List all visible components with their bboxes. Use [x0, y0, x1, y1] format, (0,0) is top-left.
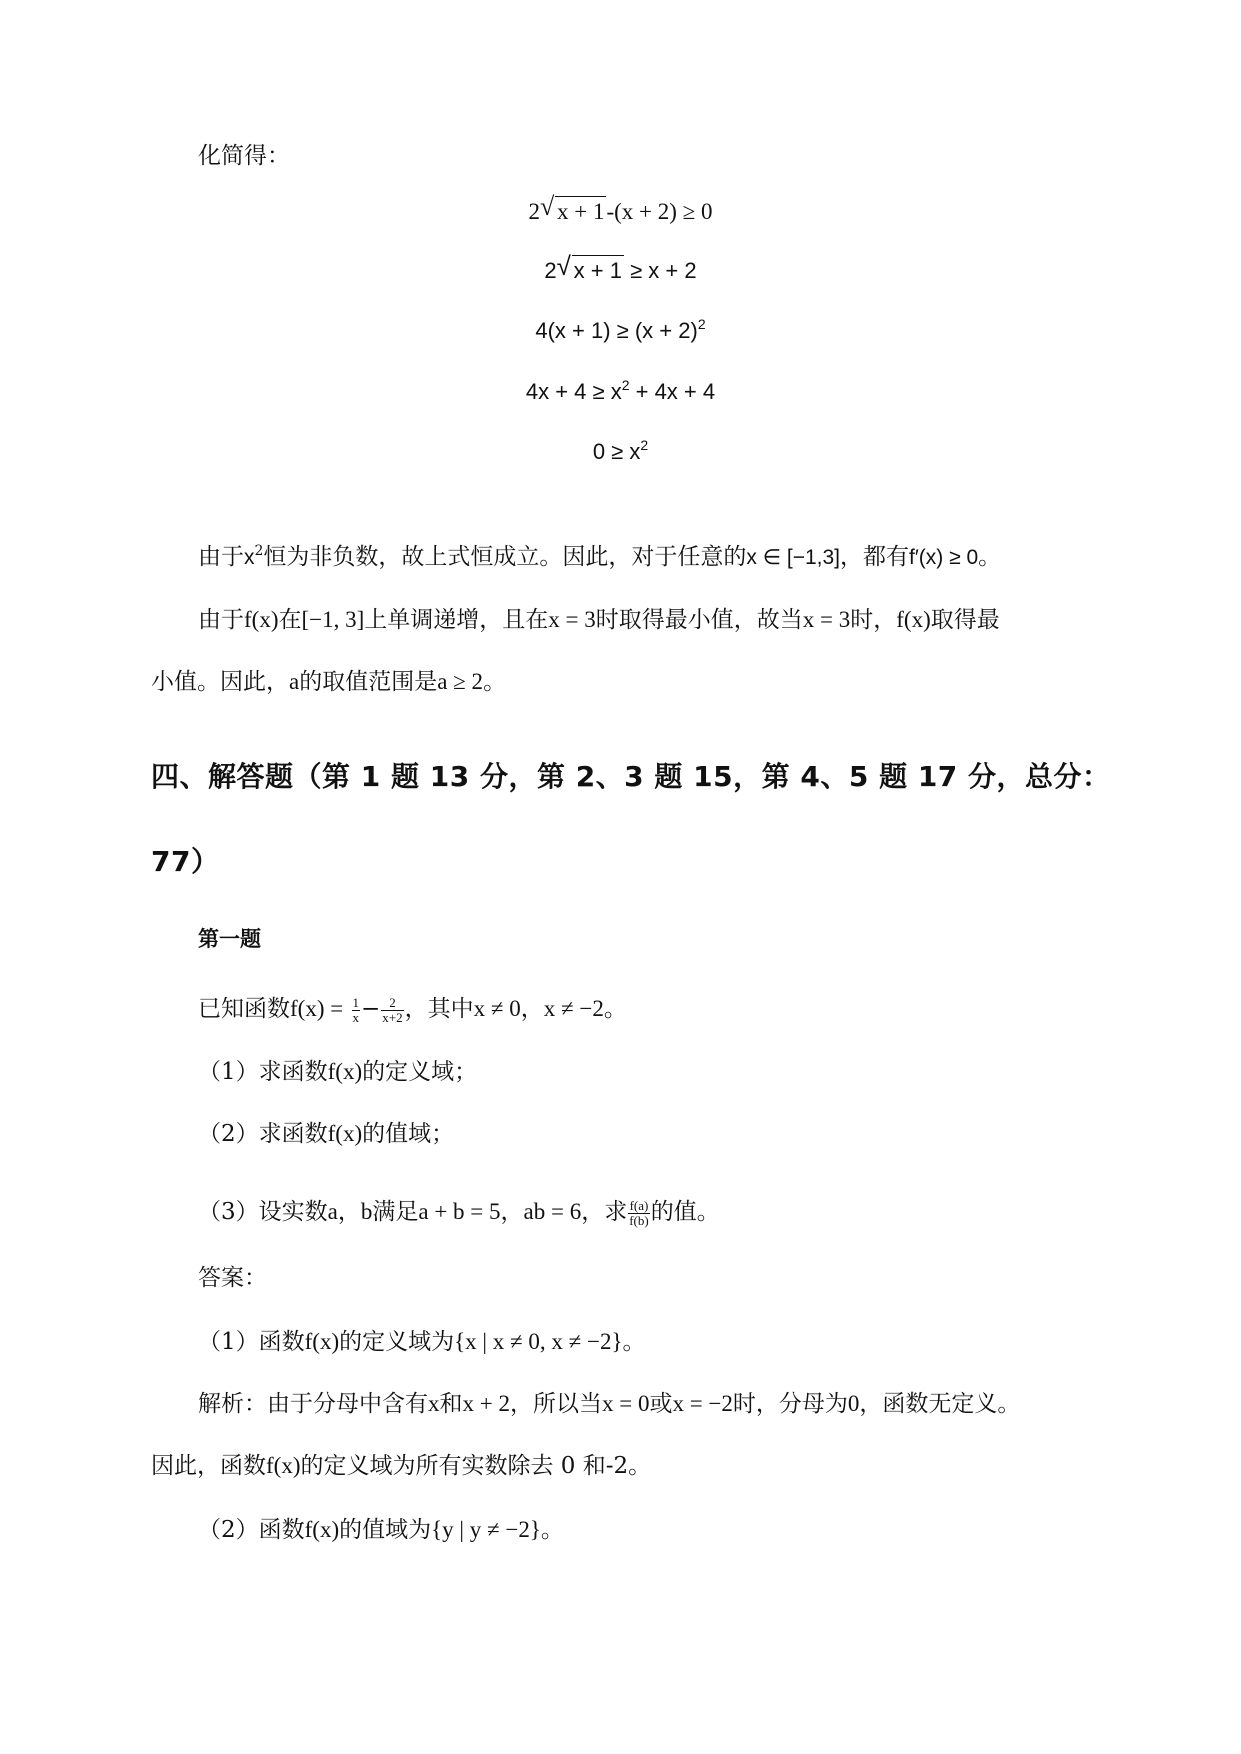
exp1-var-x: x: [428, 1391, 440, 1416]
answer-2: [198, 1515, 564, 1545]
eq1-coef: 2: [528, 199, 540, 224]
p3-text-1: 小值。因此，: [151, 669, 289, 695]
p2-cond-2: x = 3: [802, 607, 851, 632]
exp1-x-plus-2: x + 2: [462, 1391, 510, 1416]
q1-stem-text-2: ，其中: [404, 996, 474, 1022]
q1-sub-1: [198, 1057, 477, 1087]
eq3-exponent: 2: [697, 316, 706, 332]
p1-text-1: 由于: [198, 544, 244, 570]
eq4-text-a: 4x + 4 ≥ x: [525, 379, 622, 404]
q1-stem-cond-1: x ≠ 0: [473, 996, 521, 1021]
q1-sub-2: [198, 1119, 454, 1149]
exp2-text-2: 的定义域为所有实数除去 0 和-2。: [300, 1453, 652, 1479]
p2-text-2: 在: [278, 607, 302, 633]
q1-sub-3: [198, 1197, 720, 1228]
sqrt-sign-1: √ x + 1: [540, 196, 606, 227]
frac1-denominator: x: [352, 1009, 360, 1025]
q1-s1-text-2: 的定义域；: [362, 1059, 478, 1085]
q1-stem-minus: −: [361, 996, 381, 1022]
p1-exponent: 2: [254, 543, 264, 559]
p1-text-2: 恒为非负数，故上式恒成立。因此，对于任意的: [263, 544, 747, 570]
q1-stem-fx: f(x) =: [290, 996, 344, 1021]
q1-stem-text-1: 已知函数: [198, 996, 290, 1022]
q1-stem-sep: ，: [520, 996, 544, 1022]
eq5-text: 0 ≥ x: [592, 439, 641, 464]
paragraph-3: [151, 667, 506, 697]
p3-text-2: 的取值范围是: [299, 669, 438, 695]
eq4-text-b: + 4x + 4: [629, 379, 716, 404]
exp1-text-1: 解析：由于分母中含有: [198, 1391, 428, 1417]
frac2-denominator: x+2: [382, 1009, 403, 1025]
q1-s3-text-4: 的值。: [650, 1199, 720, 1225]
p3-range: a ≥ 2: [437, 669, 484, 694]
equation-4: [0, 377, 1241, 407]
exp1-cond-2: x = −2: [672, 1391, 733, 1416]
explanation-2: [151, 1451, 651, 1481]
q1-s3-cond-2: ab = 6: [523, 1199, 582, 1224]
p2-fx: f(x): [244, 607, 279, 632]
a2-text-3: 。: [540, 1517, 564, 1543]
q1-stem-text-3: 。: [603, 996, 627, 1022]
p1-condition: x ∈ [−1,3]: [746, 546, 841, 569]
a2-text-2: 的值域为: [339, 1517, 432, 1543]
intro-text: 化简得：: [198, 143, 290, 169]
a1-text-1: （1）函数: [198, 1329, 305, 1355]
q1-s3-sep-2: ，: [500, 1199, 524, 1225]
q1-s1-fx: f(x): [327, 1059, 363, 1084]
q1-stem-cond-2: x ≠ −2: [543, 996, 604, 1021]
section-heading-cont: 77）: [151, 845, 220, 878]
exp1-text-5: 时，分母为: [732, 1391, 848, 1417]
frac3-denominator: f(b): [629, 1212, 649, 1228]
a2-range-set: {y | y ≠ −2}: [431, 1517, 541, 1542]
q1-s3-cond-1: a + b = 5: [418, 1199, 501, 1224]
exp1-text-4: 或: [649, 1391, 673, 1417]
p3-text-3: 。: [483, 669, 507, 695]
q1-s1-text-1: （1）求函数: [198, 1059, 328, 1085]
p1-text-3: ，都有: [840, 544, 910, 570]
p3-var-a: a: [289, 669, 300, 694]
question-1-title: 第一题: [198, 927, 261, 951]
equation-3: [0, 316, 1241, 346]
eq4-exponent: 2: [621, 377, 630, 393]
exp1-text-6: ，函数无定义。: [859, 1391, 1021, 1417]
p2-text-4: 时取得最小值，故当: [595, 607, 803, 633]
q1-stem: [198, 994, 627, 1025]
frac1-numerator: 1: [352, 994, 360, 1010]
exp1-text-3: ，所以当: [509, 1391, 602, 1417]
q1-s3-sep: ，: [337, 1199, 361, 1225]
a1-fx: f(x): [304, 1329, 340, 1354]
q1-s2-fx: f(x): [327, 1121, 363, 1146]
p2-interval: [−1, 3]: [301, 607, 365, 632]
p2-fx-2: f(x): [896, 607, 931, 632]
exp1-cond-1: x = 0: [601, 1391, 650, 1416]
p1-text-4: 。: [978, 544, 1002, 570]
fraction-2-over-x-plus-2: [381, 996, 403, 1025]
fraction-1-over-x: [352, 996, 361, 1025]
p2-text-5: 时，: [850, 607, 897, 633]
q1-s3-text-3: ，求: [581, 1199, 628, 1225]
answer-1: [198, 1327, 646, 1357]
eq5-exponent: 2: [640, 437, 649, 453]
exp1-zero: 0: [847, 1391, 860, 1416]
q1-s2-text-2: 的值域；: [362, 1121, 455, 1147]
explanation-1: [198, 1389, 1020, 1419]
exp1-text-2: 和: [439, 1391, 463, 1417]
exp2-text-1: 因此，函数: [151, 1453, 266, 1479]
answer-label: 答案：: [198, 1265, 267, 1291]
equation-5: [0, 437, 1241, 467]
paragraph-1: [198, 542, 1001, 573]
sqrt-sign-2: √ x + 1: [557, 255, 624, 286]
p2-text-3: 上单调递增，且在: [364, 607, 549, 633]
fraction-fa-over-fb: [628, 1199, 650, 1228]
q1-s3-var-b: b: [360, 1199, 373, 1224]
exp2-fx: f(x): [266, 1453, 301, 1478]
q1-s3-var-a: a: [327, 1199, 338, 1224]
eq2-coef: 2: [544, 258, 557, 283]
eq1-rest: -(x + 2) ≥ 0: [606, 199, 713, 224]
frac3-numerator: f(a): [629, 1197, 649, 1213]
a2-text-1: （2）函数: [198, 1517, 305, 1543]
equation-2: [0, 251, 1241, 286]
a1-text-2: 的定义域为: [339, 1329, 455, 1355]
p1-var-x: x: [244, 546, 255, 569]
a1-domain-set: {x | x ≠ 0, x ≠ −2}: [454, 1329, 623, 1354]
eq2-rest: ≥ x + 2: [623, 258, 697, 283]
p1-derivative: f′(x) ≥ 0: [909, 546, 979, 569]
p2-text-1: 由于: [198, 607, 244, 633]
eq3-text: 4(x + 1) ≥ (x + 2): [535, 318, 698, 343]
paragraph-2: [198, 605, 1000, 635]
eq2-radicand: x + 1: [572, 255, 624, 286]
a2-fx: f(x): [304, 1517, 340, 1542]
frac2-numerator: 2: [381, 996, 403, 1011]
section-heading: 四、解答题（第 1 题 13 分，第 2、3 题 15，第 4、5 题 17 分，总分：: [151, 760, 1111, 793]
a1-text-3: 。: [622, 1329, 646, 1355]
p2-text-6: 取得最: [930, 607, 1000, 633]
q1-s3-text-1: （3）设实数: [198, 1199, 328, 1225]
q1-s2-text-1: （2）求函数: [198, 1121, 328, 1147]
equation-1: [0, 192, 1241, 227]
eq1-radicand: x + 1: [555, 196, 606, 227]
q1-s3-text-2: 满足: [372, 1199, 419, 1225]
p2-cond-1: x = 3: [548, 607, 596, 632]
